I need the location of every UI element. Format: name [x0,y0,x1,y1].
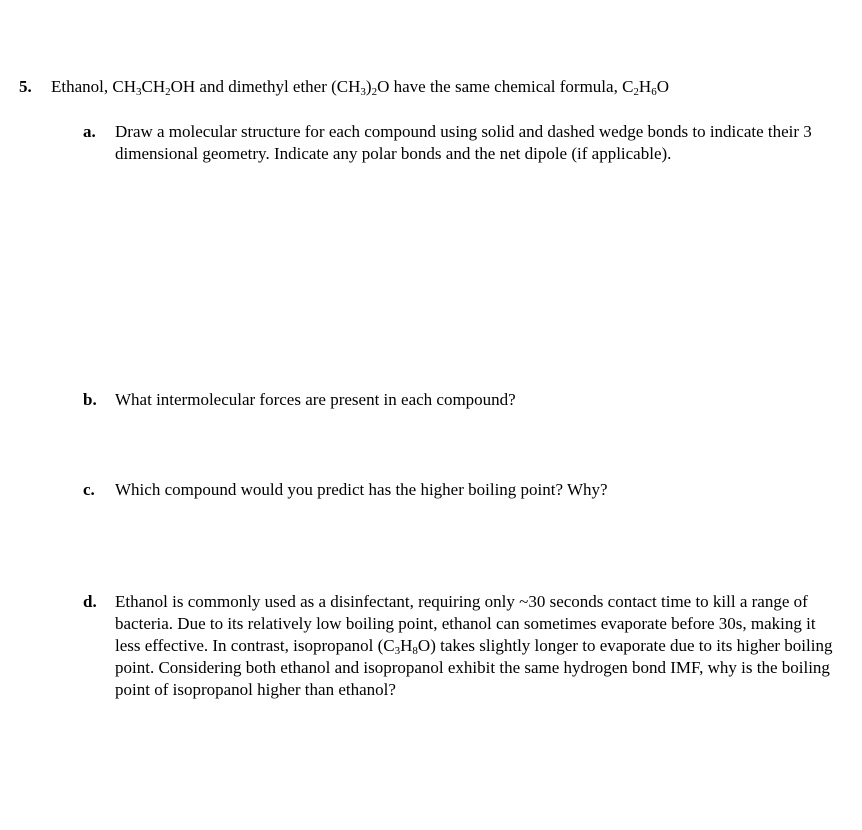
part-d-text-part: H [400,636,413,655]
subscript: 3 [360,86,366,98]
question-text-part: O [656,77,669,96]
subscript: 2 [165,86,171,98]
part-d-label: d. [83,592,97,611]
part-b-text: What intermolecular forces are present in each compound? [115,390,516,409]
part-d-text-part: O) takes slightly longer to evaporate due to its higher boiling point. Considering both ethanol and isopropanol exhibit the same hydrogen bond IMF, why is the boiling point of isopropanol higher than ethanol? [115,636,833,699]
question-text-part: H [638,77,652,96]
question-number: 5. [19,77,32,96]
part-a-text: Draw a molecular structure for each compound using solid and dashed wedge bonds to indicate their 3 dimensional geometry. Indicate any polar bonds and the net dipole (if applicable). [115,122,812,163]
part-a-label: a. [83,122,96,141]
question-text-part: ) [365,77,372,96]
question-text-part: CH [141,77,166,96]
part-c-text: Which compound would you predict has the higher boiling point? Why? [115,480,608,499]
subscript: 2 [371,86,378,98]
question-text [51,76,669,98]
subscript: 8 [412,645,418,657]
part-c-label: c. [83,480,95,499]
subscript: 3 [136,86,142,98]
part-d-text-part: Ethanol is commonly used as a disinfectant, requiring only ~30 seconds contact time to kill a range of bacteria. Due to its relatively low boiling point, ethanol can sometimes evaporate before 30s, making it less effective. In contrast, isopropanol (C [115,592,816,655]
subscript: 2 [633,86,639,98]
question-text-part: OH and dimethyl ether (CH [170,77,361,96]
subscript: 3 [394,645,401,657]
part-d-text [115,591,845,701]
part-b-label: b. [83,390,97,409]
question-text-part: O have the same chemical formula, C [377,77,634,96]
question-text-part: Ethanol, CH [51,77,136,96]
subscript: 6 [651,86,657,98]
